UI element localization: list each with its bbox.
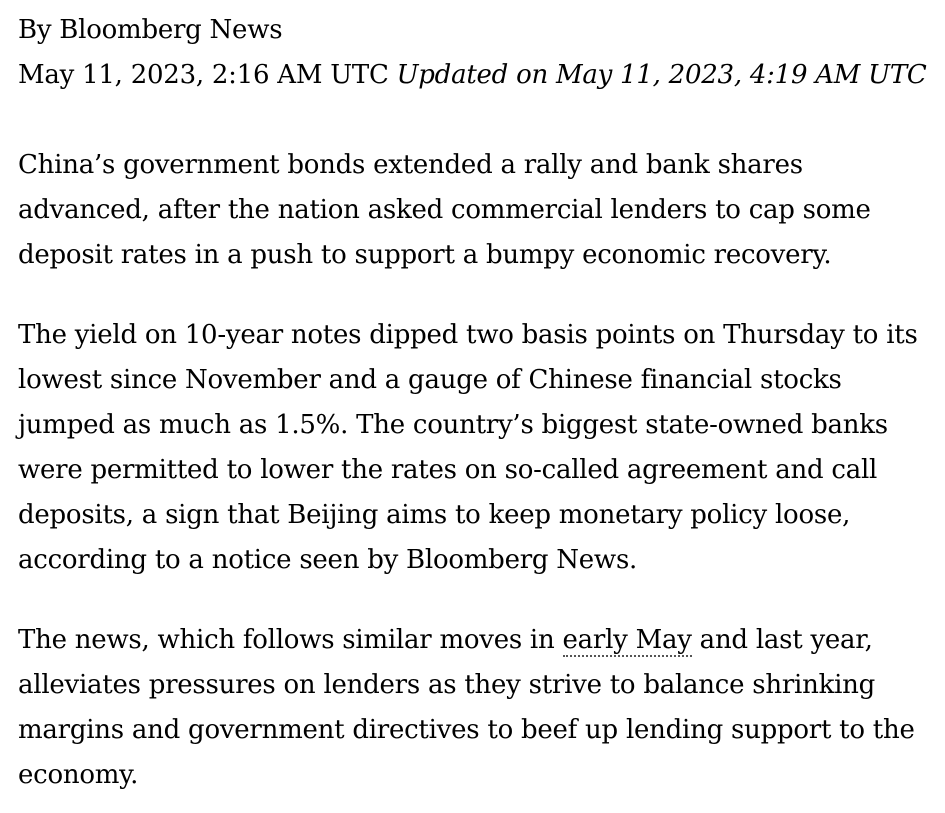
article-paragraph-2: The yield on 10-year notes dipped two basis points on Thursday to its lowest since November and a gauge of Chinese financial stocks jumped as much as 1.5%. The country’s biggest state-owned banks were permitted to lower the rates on so-called agreement and call deposits, a sign that Beijing aims to keep monetary policy loose, according to a notice seen by Bloomberg News. [18,320,918,575]
early-may-link[interactable]: early May [562,625,692,655]
article-body [18,8,928,798]
byline: By Bloomberg News [18,15,283,45]
article-paragraph-1: China’s government bonds extended a rally and bank shares advanced, after the nation asked commercial lenders to cap some deposit rates in a push to support a bumpy economic recovery. [18,150,871,270]
paragraph-3-text-after-link: and last year, alleviates pressures on lenders as they strive to balance shrinking margins and government directives to beef up lending support to the economy. [18,625,915,790]
paragraph-3-text-before-link: The news, which follows similar moves in [18,625,563,655]
updated-timestamp: Updated on May 11, 2023, 4:19 AM UTC [396,60,927,90]
article-paragraph-3 [18,618,928,798]
dateline [18,53,928,98]
published-timestamp: May 11, 2023, 2:16 AM UTC [18,60,389,90]
